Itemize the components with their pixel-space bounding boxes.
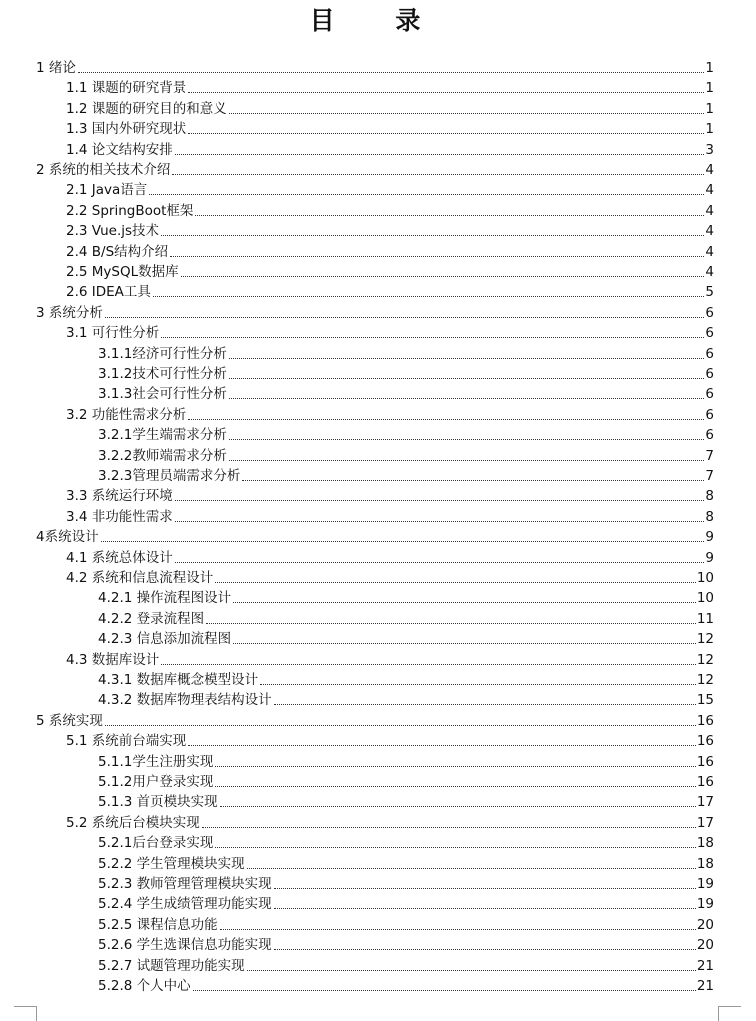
- toc-entry-label: 4.3.1 数据库概念模型设计: [98, 672, 259, 688]
- toc-entry-label: 5.2.2 学生管理模块实现: [98, 855, 245, 872]
- toc-leader-dots: [188, 133, 704, 134]
- toc-entry-page-number: 21: [696, 957, 714, 974]
- toc-entry-label: 3.2.1学生端需求分析: [98, 427, 227, 444]
- toc-leader-dots: [161, 235, 704, 236]
- toc-leader-dots: [229, 113, 705, 114]
- toc-entry-label: 4.2.1 操作流程图设计: [98, 590, 232, 607]
- toc-entry-page-number: 16: [696, 712, 714, 729]
- toc-leader-dots: [105, 725, 696, 726]
- toc-entry[interactable]: [66, 118, 714, 138]
- toc-entry[interactable]: [98, 669, 714, 689]
- toc-entry[interactable]: [98, 689, 714, 709]
- toc-entry[interactable]: [98, 975, 714, 995]
- toc-entry-label: 2.6 IDEA工具: [66, 284, 151, 301]
- toc-entry[interactable]: [98, 445, 714, 465]
- toc-leader-dots: [172, 174, 704, 175]
- toc-leader-dots: [188, 92, 704, 93]
- toc-leader-dots: [101, 541, 705, 542]
- toc-entry-page-number: 7: [705, 468, 714, 484]
- toc-entry-page-number: 10: [696, 590, 714, 607]
- toc-entry-label: 2.1 Java语言: [66, 182, 148, 199]
- toc-entry[interactable]: [66, 220, 714, 240]
- toc-entry-label: 3 系统分析: [36, 304, 103, 321]
- toc-entry-page-number: 6: [705, 304, 714, 321]
- toc-entry-page-number: 12: [696, 672, 714, 688]
- toc-entry-label: 3.3 系统运行环境: [66, 488, 173, 505]
- toc-entry-page-number: 15: [696, 692, 714, 709]
- toc-entry-label: 1.4 论文结构安排: [66, 141, 173, 158]
- toc-entry-label: 3.2.2教师端需求分析: [98, 447, 227, 464]
- toc-leader-dots: [215, 786, 695, 787]
- toc-entry-page-number: 12: [696, 651, 714, 668]
- toc-entry-page-number: 4: [705, 202, 714, 219]
- toc-entry-label: 5.2.1后台登录实现: [98, 835, 214, 852]
- toc-entry-page-number: 18: [696, 855, 714, 872]
- toc-entry[interactable]: [98, 343, 714, 363]
- toc-entry[interactable]: [66, 506, 714, 526]
- toc-entry-label: 1.2 课题的研究目的和意义: [66, 100, 227, 117]
- toc-leader-dots: [161, 337, 704, 338]
- toc-entry-page-number: 1: [705, 121, 714, 138]
- toc-entry-page-number: 1: [705, 80, 714, 97]
- toc-entry-label: 2.5 MySQL数据库: [66, 264, 179, 280]
- toc-entry[interactable]: [98, 465, 714, 485]
- toc-leader-dots: [188, 419, 704, 420]
- toc-entry-page-number: 4: [705, 162, 714, 178]
- toc-entry-page-number: 11: [696, 610, 714, 627]
- toc-entry-page-number: 17: [696, 794, 714, 811]
- toc-leader-dots: [195, 215, 704, 216]
- toc-entry[interactable]: [36, 710, 714, 730]
- toc-leader-dots: [274, 888, 696, 889]
- toc-entry[interactable]: [98, 853, 714, 873]
- toc-entry-label: 5.2 系统后台模块实现: [66, 814, 200, 831]
- toc-entry-page-number: 20: [696, 916, 714, 933]
- toc-leader-dots: [229, 358, 705, 359]
- toc-leader-dots: [149, 194, 704, 195]
- toc-entry[interactable]: [98, 955, 714, 975]
- toc-entry-page-number: 10: [696, 570, 714, 586]
- toc-entry-label: 5.2.4 学生成绩管理功能实现: [98, 896, 272, 913]
- toc-leader-dots: [175, 521, 705, 522]
- toc-entry-page-number: 4: [705, 264, 714, 280]
- toc-entry[interactable]: [98, 608, 714, 628]
- toc-entry[interactable]: [66, 261, 714, 281]
- toc-entry-page-number: 16: [696, 733, 714, 750]
- toc-entry-label: 3.1.3社会可行性分析: [98, 386, 227, 403]
- toc-entry[interactable]: [66, 179, 714, 199]
- toc-entry[interactable]: [98, 791, 714, 811]
- toc-entry-label: 4.2 系统和信息流程设计: [66, 570, 214, 586]
- toc-entry-label: 1 绪论: [36, 60, 76, 76]
- toc-entry-label: 4.1 系统总体设计: [66, 549, 173, 566]
- toc-entry-label: 5.2.8 个人中心: [98, 978, 191, 994]
- page-corner-mark-right: [718, 1006, 741, 1021]
- toc-leader-dots: [233, 643, 696, 644]
- toc-entry[interactable]: [66, 200, 714, 220]
- toc-entry[interactable]: [66, 281, 714, 301]
- toc-leader-dots: [202, 827, 696, 828]
- toc-leader-dots: [229, 439, 705, 440]
- toc-leader-dots: [215, 847, 695, 848]
- toc-entry[interactable]: [66, 139, 714, 159]
- toc-entry-label: 5.1.2用户登录实现: [98, 774, 214, 790]
- toc-leader-dots: [206, 623, 696, 624]
- toc-entry-page-number: 1: [705, 60, 714, 76]
- toc-entry-page-number: 16: [696, 753, 714, 770]
- toc-entry-label: 1.3 国内外研究现状: [66, 121, 187, 138]
- toc-leader-dots: [274, 949, 696, 950]
- toc-entry[interactable]: [66, 241, 714, 261]
- toc-entry-label: 4系统设计: [36, 529, 99, 546]
- toc-leader-dots: [188, 745, 696, 746]
- toc-entry[interactable]: [98, 383, 714, 403]
- toc-entry-page-number: 3: [705, 141, 714, 158]
- toc-leader-dots: [78, 72, 705, 73]
- toc-entry-label: 4.2.2 登录流程图: [98, 610, 205, 627]
- toc-entry-label: 2 系统的相关技术介绍: [36, 162, 171, 178]
- toc-entry-page-number: 8: [705, 488, 714, 505]
- toc-entry-label: 2.3 Vue.js技术: [66, 223, 160, 240]
- toc-entry-page-number: 6: [705, 325, 714, 342]
- toc-entry[interactable]: [66, 567, 714, 587]
- toc-leader-dots: [175, 562, 705, 563]
- toc-entry-label: 3.4 非功能性需求: [66, 508, 173, 525]
- toc-entry-label: 3.1.1经济可行性分析: [98, 345, 227, 362]
- toc-entry[interactable]: [66, 77, 714, 97]
- toc-entry-page-number: 19: [696, 896, 714, 913]
- toc-entry-page-number: 7: [705, 447, 714, 464]
- toc-entry-page-number: 18: [696, 835, 714, 852]
- toc-entry-label: 4.3.2 数据库物理表结构设计: [98, 692, 272, 709]
- toc-entry-page-number: 4: [705, 182, 714, 199]
- toc-entry-label: 2.2 SpringBoot框架: [66, 202, 194, 219]
- toc-entry-page-number: 6: [705, 406, 714, 423]
- toc-leader-dots: [215, 582, 696, 583]
- toc-entry[interactable]: [98, 873, 714, 893]
- toc-entry[interactable]: [98, 628, 714, 648]
- toc-leader-dots: [233, 602, 696, 603]
- toc-entry-label: 4.2.3 信息添加流程图: [98, 631, 232, 648]
- toc-entry[interactable]: [66, 485, 714, 505]
- toc-entry-page-number: 17: [696, 814, 714, 831]
- toc-entry-label: 5 系统实现: [36, 712, 103, 729]
- toc-entry-label: 5.2.3 教师管理管理模块实现: [98, 876, 272, 892]
- toc-entry[interactable]: [66, 649, 714, 669]
- toc-leader-dots: [274, 704, 696, 705]
- toc-title: 目 录: [309, 6, 447, 35]
- toc-leader-dots: [181, 276, 705, 277]
- toc-entry-page-number: 9: [705, 549, 714, 566]
- toc-entry[interactable]: [66, 404, 714, 424]
- toc-entry-label: 3.2 功能性需求分析: [66, 406, 187, 423]
- toc-entry-label: 1.1 课题的研究背景: [66, 80, 187, 97]
- toc-leader-dots: [260, 684, 696, 685]
- toc-leader-dots: [161, 664, 696, 665]
- toc-entry-label: 2.4 B/S结构介绍: [66, 243, 169, 260]
- toc-leader-dots: [274, 908, 696, 909]
- toc-entry-page-number: 8: [705, 508, 714, 525]
- toc-entry-label: 5.1 系统前台端实现: [66, 733, 187, 750]
- toc-entry[interactable]: [98, 934, 714, 954]
- toc-entry-label: 5.1.3 首页模块实现: [98, 794, 218, 811]
- toc-entry[interactable]: [36, 526, 714, 546]
- toc-entry-label: 4.3 数据库设计: [66, 651, 160, 668]
- toc-entry[interactable]: [66, 730, 714, 750]
- toc-entry-page-number: 21: [696, 978, 714, 994]
- toc-leader-dots: [247, 970, 696, 971]
- toc-entry[interactable]: [66, 547, 714, 567]
- toc-entry-page-number: 12: [696, 631, 714, 648]
- toc-entry-label: 5.2.6 学生选课信息功能实现: [98, 937, 272, 954]
- toc-leader-dots: [170, 256, 704, 257]
- toc-entry[interactable]: [98, 914, 714, 934]
- toc-entry-label: 5.2.5 课程信息功能: [98, 916, 218, 933]
- toc-entry-page-number: 19: [696, 876, 714, 892]
- toc-leader-dots: [229, 378, 705, 379]
- toc-entry[interactable]: [98, 771, 714, 791]
- toc-leader-dots: [175, 500, 705, 501]
- toc-entry-label: 3.2.3管理员端需求分析: [98, 468, 241, 484]
- toc-entry-label: 3.1.2技术可行性分析: [98, 366, 227, 382]
- toc-entry[interactable]: [36, 302, 714, 322]
- toc-leader-dots: [220, 806, 696, 807]
- toc-entry[interactable]: [66, 812, 714, 832]
- toc-leader-dots: [105, 317, 705, 318]
- toc-entry-page-number: 6: [705, 386, 714, 403]
- page-corner-mark-left: [14, 1006, 37, 1021]
- toc-entry-page-number: 6: [705, 427, 714, 444]
- toc-entry-page-number: 6: [705, 366, 714, 382]
- toc-leader-dots: [215, 766, 695, 767]
- toc-entry[interactable]: [36, 159, 714, 179]
- toc-entry[interactable]: [98, 587, 714, 607]
- toc-entry-page-number: 1: [705, 100, 714, 117]
- toc-entry-label: 3.1 可行性分析: [66, 325, 160, 342]
- toc-entry-page-number: 4: [705, 223, 714, 240]
- toc-leader-dots: [220, 929, 696, 930]
- toc-entry[interactable]: [98, 893, 714, 913]
- toc-entry[interactable]: [98, 751, 714, 771]
- toc-entry[interactable]: [98, 832, 714, 852]
- toc-leader-dots: [153, 296, 705, 297]
- toc-entry[interactable]: [66, 322, 714, 342]
- toc-leader-dots: [193, 990, 696, 991]
- toc-entry-page-number: 20: [696, 937, 714, 954]
- toc-entry-label: 5.1.1学生注册实现: [98, 753, 214, 770]
- toc-leader-dots: [242, 480, 704, 481]
- toc-entry-label: 5.2.7 试题管理功能实现: [98, 957, 245, 974]
- toc-entry-page-number: 9: [705, 529, 714, 546]
- toc-entry-page-number: 16: [696, 774, 714, 790]
- toc-leader-dots: [229, 460, 705, 461]
- toc-entry-page-number: 6: [705, 345, 714, 362]
- toc-entry[interactable]: [98, 424, 714, 444]
- toc-entry[interactable]: [36, 57, 714, 77]
- toc-leader-dots: [247, 868, 696, 869]
- toc-entry[interactable]: [66, 98, 714, 118]
- toc-entry[interactable]: [98, 363, 714, 383]
- toc-leader-dots: [229, 398, 705, 399]
- toc-entry-page-number: 5: [705, 284, 714, 301]
- toc-entry-page-number: 4: [705, 243, 714, 260]
- toc-leader-dots: [175, 154, 705, 155]
